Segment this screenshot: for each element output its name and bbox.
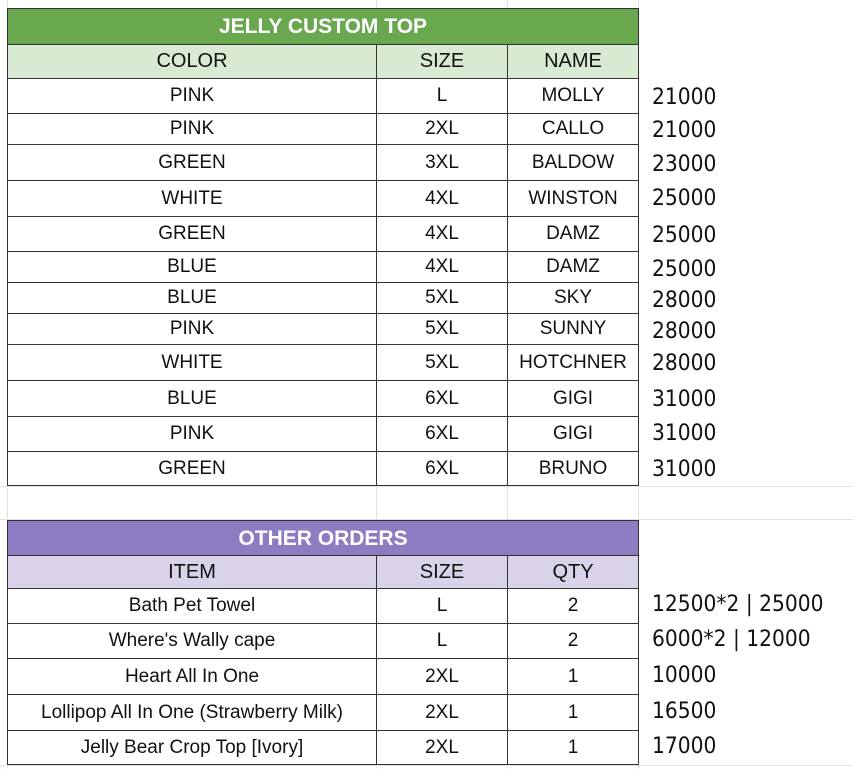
price-value[interactable]: 12500*2 | 25000 — [652, 592, 824, 617]
cell-size[interactable]: L — [376, 588, 507, 623]
cell-color[interactable]: GREEN — [7, 216, 376, 251]
price-value[interactable]: 17000 — [652, 734, 717, 759]
price-value[interactable]: 28000 — [652, 288, 717, 313]
price-value[interactable]: 31000 — [652, 421, 717, 446]
cell-name[interactable]: GIGI — [507, 380, 639, 416]
cell-color[interactable]: PINK — [7, 313, 376, 344]
cell-name[interactable]: GIGI — [507, 416, 639, 451]
other-header-row — [7, 555, 639, 588]
cell-name[interactable]: DAMZ — [507, 251, 639, 282]
cell-size[interactable]: 6XL — [376, 416, 507, 451]
cell-size[interactable]: 4XL — [376, 216, 507, 251]
table-row — [7, 180, 639, 216]
column-header-qty[interactable]: QTY — [507, 555, 639, 588]
table-row — [7, 344, 639, 380]
price-value[interactable]: 21000 — [652, 85, 717, 110]
cell-name[interactable]: BALDOW — [507, 144, 639, 180]
cell-qty[interactable]: 2 — [507, 588, 639, 623]
cell-item[interactable]: Jelly Bear Crop Top [Ivory] — [7, 730, 376, 765]
cell-size[interactable]: 6XL — [376, 451, 507, 486]
grid-line — [0, 765, 853, 766]
other-table-body — [7, 588, 639, 765]
jelly-header-row — [7, 44, 639, 78]
table-row — [7, 282, 639, 313]
cell-size[interactable]: 4XL — [376, 180, 507, 216]
table-row — [7, 416, 639, 451]
table-row — [7, 216, 639, 251]
cell-name[interactable]: SUNNY — [507, 313, 639, 344]
table-row — [7, 658, 639, 694]
cell-size[interactable]: 4XL — [376, 251, 507, 282]
cell-size[interactable]: 5XL — [376, 344, 507, 380]
table-row — [7, 78, 639, 113]
table-row — [7, 313, 639, 344]
cell-name[interactable]: WINSTON — [507, 180, 639, 216]
column-header-item[interactable]: ITEM — [7, 555, 376, 588]
cell-color[interactable]: PINK — [7, 113, 376, 144]
cell-name[interactable]: DAMZ — [507, 216, 639, 251]
jelly-custom-top-table — [7, 8, 639, 486]
cell-color[interactable]: WHITE — [7, 180, 376, 216]
cell-item[interactable]: Heart All In One — [7, 658, 376, 694]
cell-color[interactable]: PINK — [7, 416, 376, 451]
other-orders-table — [7, 520, 639, 765]
cell-qty[interactable]: 1 — [507, 730, 639, 765]
cell-size[interactable]: 2XL — [376, 730, 507, 765]
column-header-size[interactable]: SIZE — [376, 44, 507, 78]
cell-color[interactable]: WHITE — [7, 344, 376, 380]
jelly-table-title[interactable]: JELLY CUSTOM TOP — [7, 8, 639, 44]
other-table-title[interactable]: OTHER ORDERS — [7, 520, 639, 555]
cell-size[interactable]: 6XL — [376, 380, 507, 416]
cell-size[interactable]: 3XL — [376, 144, 507, 180]
cell-name[interactable]: BRUNO — [507, 451, 639, 486]
cell-size[interactable]: 2XL — [376, 113, 507, 144]
price-value[interactable]: 28000 — [652, 319, 717, 344]
cell-qty[interactable]: 2 — [507, 623, 639, 658]
cell-name[interactable]: MOLLY — [507, 78, 639, 113]
cell-size[interactable]: 5XL — [376, 313, 507, 344]
column-header-color[interactable]: COLOR — [7, 44, 376, 78]
cell-size[interactable]: L — [376, 78, 507, 113]
cell-qty[interactable]: 1 — [507, 694, 639, 730]
grid-line — [0, 486, 853, 487]
table-row — [7, 251, 639, 282]
table-row — [7, 623, 639, 658]
cell-item[interactable]: Where's Wally cape — [7, 623, 376, 658]
cell-item[interactable]: Lollipop All In One (Strawberry Milk) — [7, 694, 376, 730]
cell-color[interactable]: BLUE — [7, 380, 376, 416]
cell-color[interactable]: BLUE — [7, 282, 376, 313]
cell-size[interactable]: L — [376, 623, 507, 658]
cell-name[interactable]: HOTCHNER — [507, 344, 639, 380]
cell-size[interactable]: 2XL — [376, 694, 507, 730]
price-value[interactable]: 28000 — [652, 351, 717, 376]
cell-qty[interactable]: 1 — [507, 658, 639, 694]
cell-size[interactable]: 5XL — [376, 282, 507, 313]
cell-color[interactable]: BLUE — [7, 251, 376, 282]
cell-color[interactable]: GREEN — [7, 451, 376, 486]
price-value[interactable]: 25000 — [652, 257, 717, 282]
table-row — [7, 588, 639, 623]
column-header-size[interactable]: SIZE — [376, 555, 507, 588]
table-row — [7, 380, 639, 416]
cell-color[interactable]: GREEN — [7, 144, 376, 180]
price-value[interactable]: 25000 — [652, 223, 717, 248]
table-row — [7, 694, 639, 730]
cell-size[interactable]: 2XL — [376, 658, 507, 694]
cell-color[interactable]: PINK — [7, 78, 376, 113]
table-row — [7, 113, 639, 144]
price-value[interactable]: 21000 — [652, 118, 717, 143]
price-value[interactable]: 31000 — [652, 387, 717, 412]
cell-name[interactable]: CALLO — [507, 113, 639, 144]
table-row — [7, 730, 639, 765]
price-value[interactable]: 6000*2 | 12000 — [652, 627, 811, 652]
table-row — [7, 144, 639, 180]
price-value[interactable]: 16500 — [652, 699, 717, 724]
price-value[interactable]: 25000 — [652, 186, 717, 211]
price-value[interactable]: 10000 — [652, 663, 717, 688]
column-header-name[interactable]: NAME — [507, 44, 639, 78]
table-row — [7, 451, 639, 486]
cell-name[interactable]: SKY — [507, 282, 639, 313]
price-value[interactable]: 23000 — [652, 152, 717, 177]
price-value[interactable]: 31000 — [652, 457, 717, 482]
cell-item[interactable]: Bath Pet Towel — [7, 588, 376, 623]
jelly-table-body — [7, 78, 639, 486]
